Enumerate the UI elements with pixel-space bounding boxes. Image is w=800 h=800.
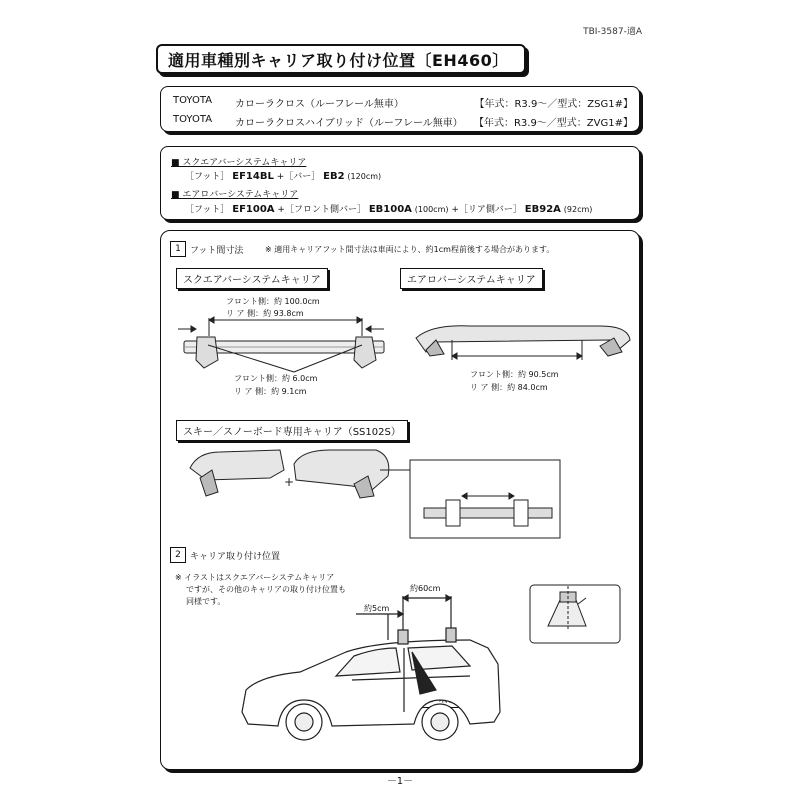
section-number: 2 — [170, 547, 186, 563]
rear-bar-length: (92cm) — [563, 205, 593, 214]
square-offset-front: フロント側：約 6.0cm — [234, 374, 318, 383]
vehicle-maker: TOYOTA — [173, 114, 213, 125]
section-number: 1 — [170, 241, 186, 257]
section-note-line: 同様です。 — [186, 597, 226, 606]
bar-prefix: +［バー］ — [276, 172, 321, 182]
square-front-dim: フロント側：約 100.0cm — [226, 297, 320, 306]
page-title: 適用車種別キャリア取り付け位置〔EH460〕 — [156, 44, 526, 74]
document-code: TBI-3587-適A — [583, 27, 642, 37]
bar-length: (120cm) — [347, 172, 382, 181]
vehicle-spec: 【年式：R3.9〜／型式：ZVG1#】 — [473, 118, 633, 129]
vehicle-spec: 【年式：R3.9〜／型式：ZSG1#】 — [474, 99, 633, 110]
aero-bar-illustration — [416, 326, 630, 360]
ski-carrier-illustration — [190, 450, 560, 538]
svg-text:+: + — [284, 475, 295, 489]
foot-prefix: ［フット］ — [185, 172, 230, 182]
rear-bar-code: EB92A — [524, 204, 561, 215]
square-offset-rear: リ ア 側：約 9.1cm — [234, 387, 307, 396]
bar-code: EB2 — [323, 171, 345, 182]
vehicle-model: カローラクロスハイブリッド（ルーフレール無車） — [235, 118, 463, 129]
front-bar-prefix: +［フロント側バー］ — [277, 205, 366, 215]
aero-rear-dim: リ ア 側：約 84.0cm — [470, 383, 548, 392]
square-rear-dim: リ ア 側：約 93.8cm — [226, 309, 304, 318]
foot-base-inset — [530, 585, 620, 643]
square-carrier-label: スクエアバーシステムキャリア — [176, 268, 328, 289]
vehicle-maker: TOYOTA — [173, 95, 213, 106]
foot-prefix: ［フット］ — [185, 205, 230, 215]
section-title: フット間寸法 — [190, 246, 244, 256]
dim-5cm: 約5cm — [364, 604, 390, 613]
ski-carrier-label: スキー／スノーボード専用キャリア（SS102S） — [176, 420, 408, 441]
section-title: キャリア取り付け位置 — [190, 552, 281, 562]
front-bar-length: (100cm) — [414, 205, 449, 214]
section-note-line: ※ イラストはスクエアバーシステムキャリア — [175, 573, 335, 582]
dim-60cm: 約60cm — [410, 584, 441, 593]
vehicle-model: カローラクロス（ルーフレール無車） — [235, 99, 404, 110]
rear-bar-prefix: +［リア側バー］ — [451, 205, 522, 215]
square-bar-illustration — [178, 317, 384, 372]
aero-front-dim: フロント側：約 90.5cm — [470, 370, 559, 379]
section-note-line: ですが、その他のキャリアの取り付け位置も — [186, 585, 346, 594]
page-number: －1－ — [386, 776, 414, 787]
aero-carrier-heading: ■ エアロバーシステムキャリア — [171, 190, 299, 200]
square-carrier-heading: ■ スクエアバーシステムキャリア — [171, 158, 307, 168]
aero-carrier-label: エアロバーシステムキャリア — [400, 268, 543, 289]
foot-code: EF100A — [232, 204, 275, 215]
car-illustration — [242, 595, 500, 740]
front-bar-code: EB100A — [368, 204, 412, 215]
foot-code: EF14BL — [232, 171, 274, 182]
section-note: ※ 適用キャリアフット間寸法は車両により、約1cm程前後する場合があります。 — [265, 245, 555, 254]
